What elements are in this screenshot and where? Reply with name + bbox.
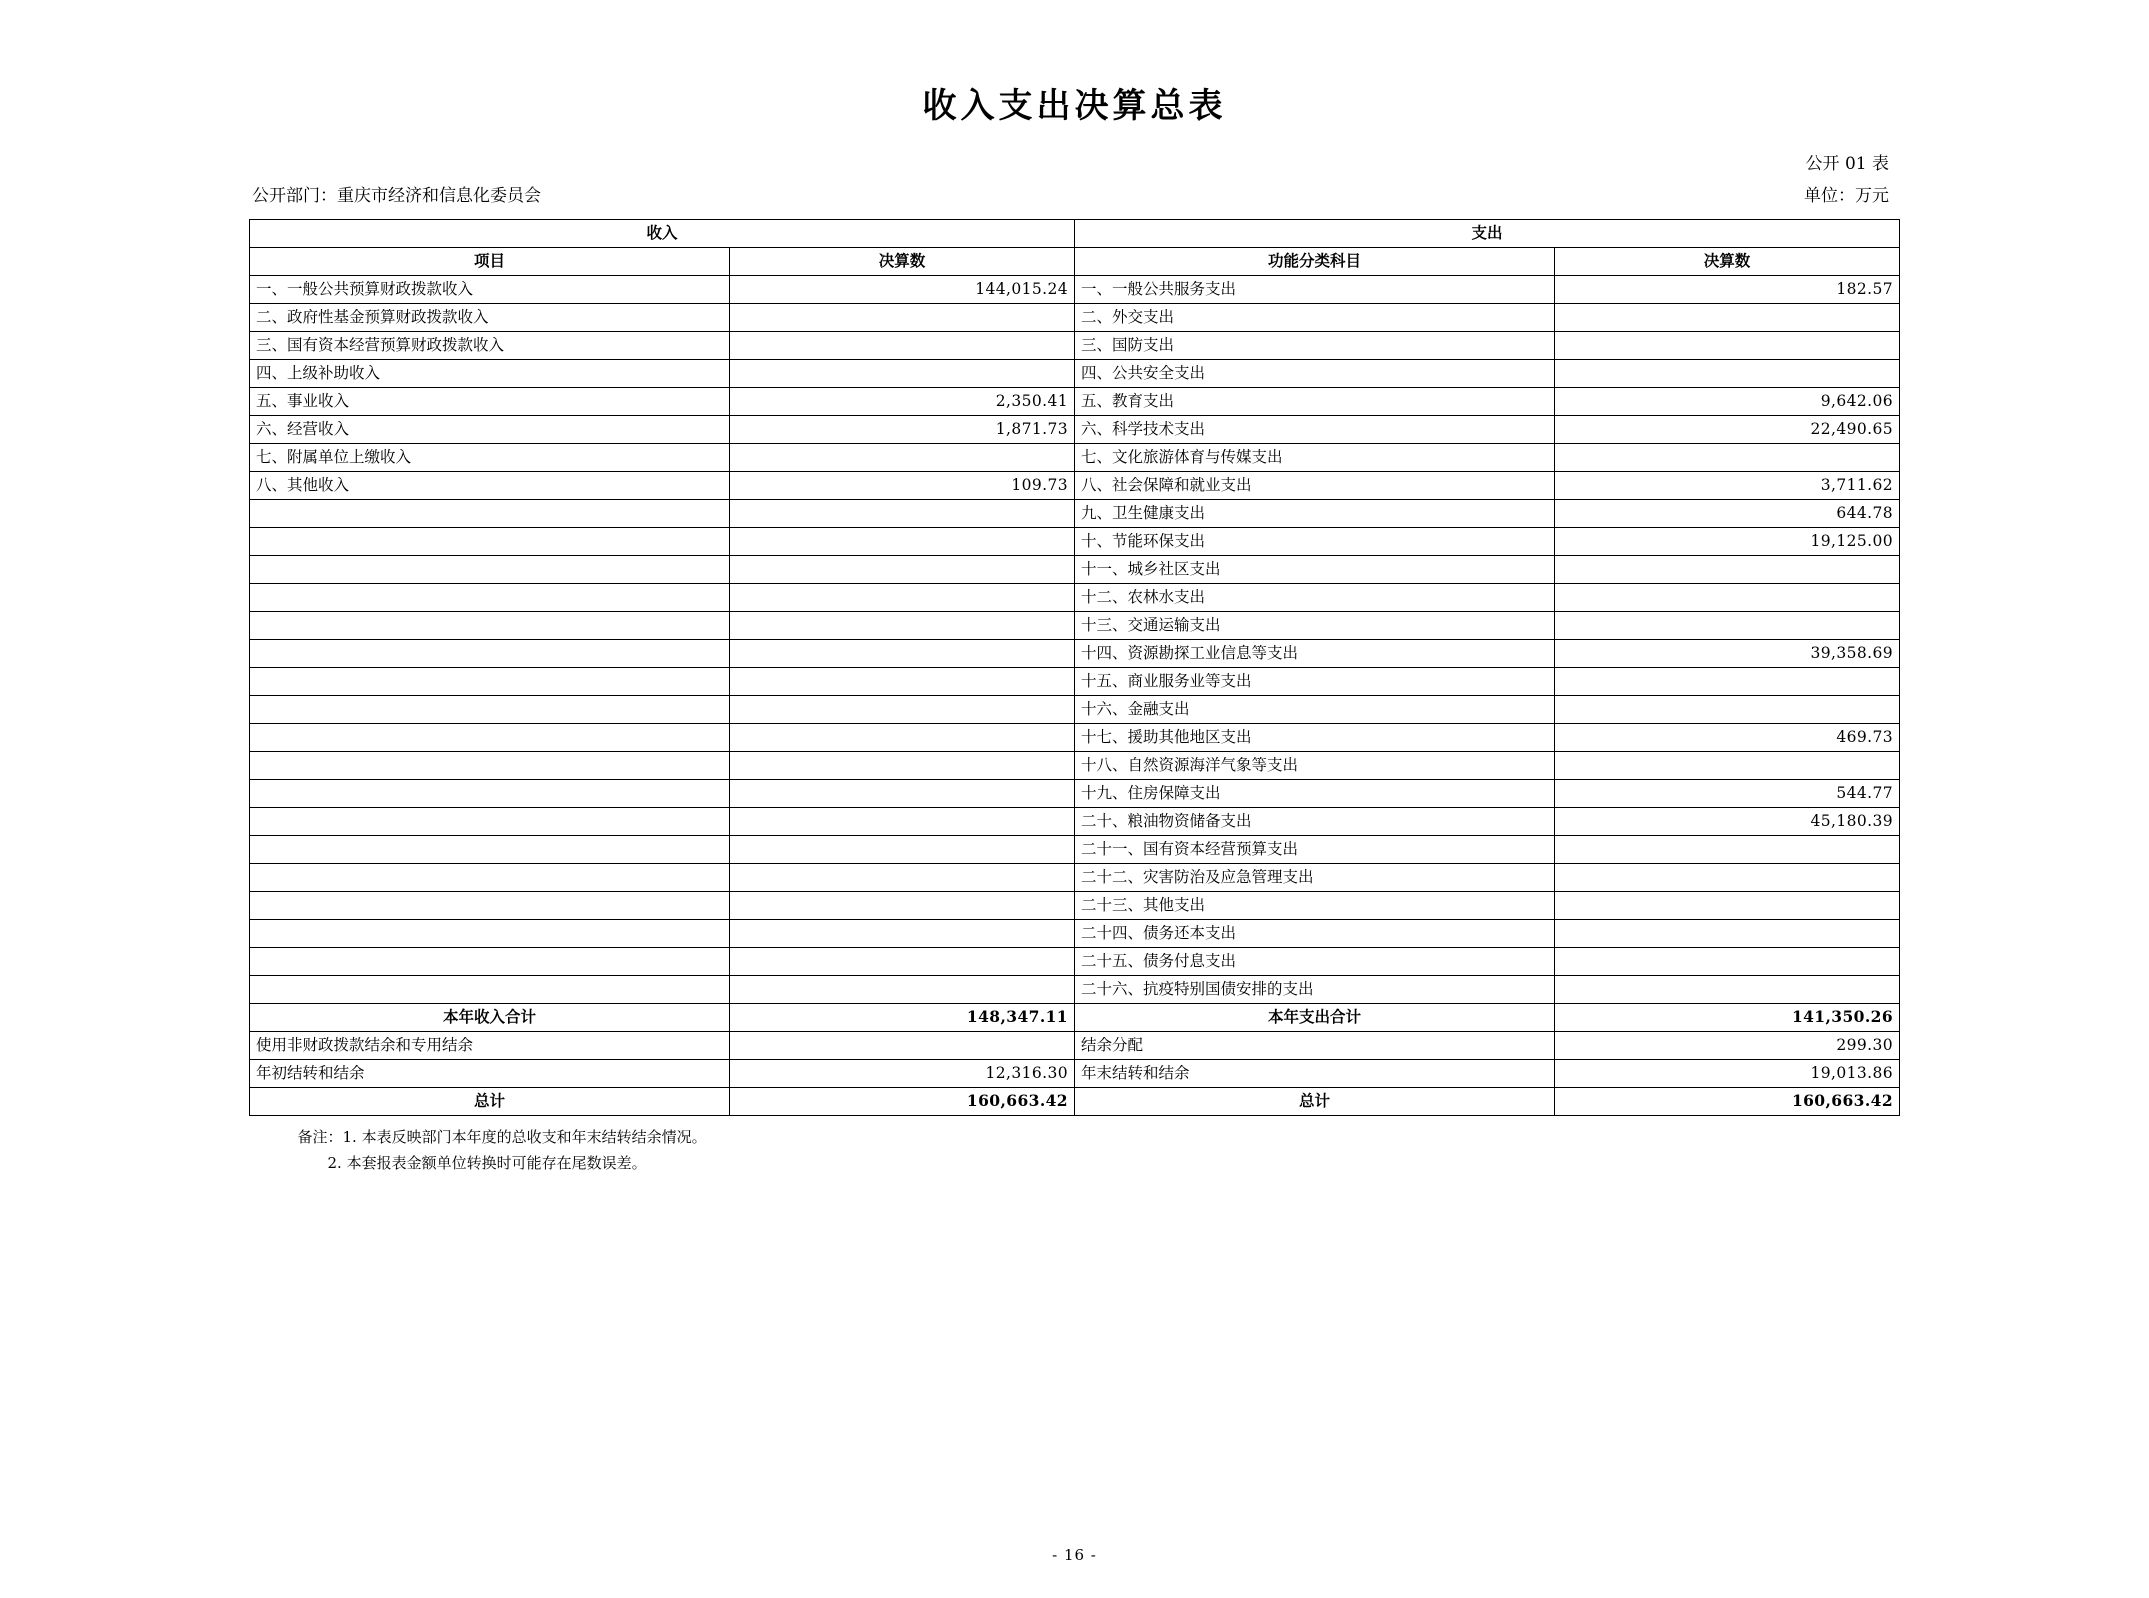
cell-expend-item: 十一、城乡社区支出 — [1075, 556, 1555, 584]
cell-expend-item: 十六、金融支出 — [1075, 696, 1555, 724]
cell-expend-value — [1555, 584, 1900, 612]
cell-expend-item: 二十、粮油物资储备支出 — [1075, 808, 1555, 836]
cell-income-item — [249, 752, 729, 780]
cell-expend-item: 二十四、债务还本支出 — [1075, 920, 1555, 948]
notes-block — [250, 1125, 1900, 1176]
cell-income-value — [729, 948, 1074, 976]
cell-income-value — [729, 528, 1074, 556]
cell-income-item — [249, 556, 729, 584]
cell-income-value — [729, 864, 1074, 892]
group-header-expenditure: 支出 — [1075, 220, 1900, 248]
cell-expend-value — [1555, 444, 1900, 472]
table-row — [249, 332, 1899, 360]
cell-expend-item: 十四、资源勘探工业信息等支出 — [1075, 640, 1555, 668]
column-header-income-item: 项目 — [249, 248, 729, 276]
cell-expend-value: 544.77 — [1555, 780, 1900, 808]
cell-income-item — [249, 612, 729, 640]
table-summary-row — [249, 1032, 1899, 1060]
table-row — [249, 584, 1899, 612]
cell-income-value: 160,663.42 — [729, 1088, 1074, 1116]
cell-income-value: 1,871.73 — [729, 416, 1074, 444]
table-row — [249, 276, 1899, 304]
cell-expend-item: 结余分配 — [1075, 1032, 1555, 1060]
page-number: - 16 - — [1052, 1546, 1097, 1564]
cell-expend-value: 22,490.65 — [1555, 416, 1900, 444]
cell-expend-item: 十五、商业服务业等支出 — [1075, 668, 1555, 696]
cell-income-item — [249, 780, 729, 808]
cell-income-value — [729, 836, 1074, 864]
group-header-income: 收入 — [249, 220, 1074, 248]
cell-income-value — [729, 752, 1074, 780]
table-row — [249, 808, 1899, 836]
cell-income-item — [249, 584, 729, 612]
table-row — [249, 444, 1899, 472]
cell-income-item: 一、一般公共预算财政拨款收入 — [249, 276, 729, 304]
table-row — [249, 752, 1899, 780]
cell-expend-item: 三、国防支出 — [1075, 332, 1555, 360]
cell-expend-value — [1555, 612, 1900, 640]
cell-income-item: 本年收入合计 — [249, 1004, 729, 1032]
cell-expend-item: 总计 — [1075, 1088, 1555, 1116]
cell-expend-value — [1555, 332, 1900, 360]
cell-expend-value — [1555, 976, 1900, 1004]
cell-expend-value: 141,350.26 — [1555, 1004, 1900, 1032]
cell-expend-value: 299.30 — [1555, 1032, 1900, 1060]
cell-expend-item: 十二、农林水支出 — [1075, 584, 1555, 612]
table-row — [249, 724, 1899, 752]
cell-income-value — [729, 696, 1074, 724]
cell-expend-value: 19,125.00 — [1555, 528, 1900, 556]
unit-label: 单位：万元 — [1804, 186, 1889, 206]
cell-expend-value: 469.73 — [1555, 724, 1900, 752]
cell-expend-value: 160,663.42 — [1555, 1088, 1900, 1116]
cell-income-item — [249, 724, 729, 752]
table-column-header-row — [249, 248, 1899, 276]
cell-expend-item: 二、外交支出 — [1075, 304, 1555, 332]
cell-income-item: 年初结转和结余 — [249, 1060, 729, 1088]
table-row — [249, 528, 1899, 556]
cell-expend-item: 七、文化旅游体育与传媒支出 — [1075, 444, 1555, 472]
cell-expend-value: 182.57 — [1555, 276, 1900, 304]
form-number-row — [0, 149, 2149, 175]
table-summary-row — [249, 1004, 1899, 1032]
column-header-expend-value: 决算数 — [1555, 248, 1900, 276]
cell-income-value — [729, 332, 1074, 360]
table-row — [249, 416, 1899, 444]
budget-table — [249, 219, 1900, 1116]
cell-expend-item: 四、公共安全支出 — [1075, 360, 1555, 388]
cell-income-value: 148,347.11 — [729, 1004, 1074, 1032]
cell-income-item — [249, 696, 729, 724]
cell-income-value — [729, 640, 1074, 668]
cell-expend-item: 一、一般公共服务支出 — [1075, 276, 1555, 304]
table-row — [249, 668, 1899, 696]
cell-income-item — [249, 668, 729, 696]
note-2: 2. 本套报表金额单位转换时可能存在尾数误差。 — [327, 1153, 647, 1172]
cell-income-item — [249, 528, 729, 556]
cell-income-value — [729, 920, 1074, 948]
cell-income-value — [729, 1032, 1074, 1060]
table-row — [249, 976, 1899, 1004]
cell-expend-value — [1555, 752, 1900, 780]
cell-expend-item: 二十二、灾害防治及应急管理支出 — [1075, 864, 1555, 892]
table-row — [249, 640, 1899, 668]
document-page — [0, 78, 2149, 1598]
note-1: 备注：1. 本表反映部门本年度的总收支和年末结转结余情况。 — [297, 1128, 707, 1146]
table-row — [249, 920, 1899, 948]
form-number: 公开 01 表 — [1805, 154, 1889, 174]
cell-income-value: 109.73 — [729, 472, 1074, 500]
cell-income-value — [729, 556, 1074, 584]
department-row — [0, 181, 2149, 209]
cell-income-value — [729, 668, 1074, 696]
cell-income-value — [729, 304, 1074, 332]
cell-expend-value — [1555, 360, 1900, 388]
cell-income-value — [729, 612, 1074, 640]
cell-income-item: 四、上级补助收入 — [249, 360, 729, 388]
cell-expend-value: 9,642.06 — [1555, 388, 1900, 416]
cell-income-item — [249, 836, 729, 864]
cell-income-item: 七、附属单位上缴收入 — [249, 444, 729, 472]
department-label: 公开部门：重庆市经济和信息化委员会 — [252, 186, 541, 206]
cell-expend-item: 十、节能环保支出 — [1075, 528, 1555, 556]
cell-income-item — [249, 864, 729, 892]
cell-expend-item: 二十三、其他支出 — [1075, 892, 1555, 920]
table-row — [249, 948, 1899, 976]
column-header-expend-item: 功能分类科目 — [1075, 248, 1555, 276]
cell-expend-item: 二十一、国有资本经营预算支出 — [1075, 836, 1555, 864]
cell-expend-value: 39,358.69 — [1555, 640, 1900, 668]
cell-income-value — [729, 780, 1074, 808]
table-row — [249, 500, 1899, 528]
cell-income-value — [729, 892, 1074, 920]
cell-expend-value: 19,013.86 — [1555, 1060, 1900, 1088]
cell-income-item: 八、其他收入 — [249, 472, 729, 500]
cell-income-value — [729, 808, 1074, 836]
cell-income-value — [729, 360, 1074, 388]
cell-income-value: 12,316.30 — [729, 1060, 1074, 1088]
cell-expend-item: 六、科学技术支出 — [1075, 416, 1555, 444]
cell-expend-item: 二十六、抗疫特别国债安排的支出 — [1075, 976, 1555, 1004]
cell-expend-value — [1555, 668, 1900, 696]
cell-expend-value: 3,711.62 — [1555, 472, 1900, 500]
cell-expend-item: 五、教育支出 — [1075, 388, 1555, 416]
cell-expend-item: 本年支出合计 — [1075, 1004, 1555, 1032]
cell-income-item: 五、事业收入 — [249, 388, 729, 416]
cell-expend-item: 十九、住房保障支出 — [1075, 780, 1555, 808]
cell-income-value: 2,350.41 — [729, 388, 1074, 416]
table-row — [249, 304, 1899, 332]
table-row — [249, 696, 1899, 724]
cell-expend-value — [1555, 696, 1900, 724]
cell-expend-item: 二十五、债务付息支出 — [1075, 948, 1555, 976]
cell-income-item: 三、国有资本经营预算财政拨款收入 — [249, 332, 729, 360]
cell-income-item: 六、经营收入 — [249, 416, 729, 444]
cell-income-item — [249, 892, 729, 920]
cell-income-item — [249, 976, 729, 1004]
cell-income-item — [249, 640, 729, 668]
cell-expend-value — [1555, 948, 1900, 976]
table-row — [249, 780, 1899, 808]
cell-income-item: 总计 — [249, 1088, 729, 1116]
table-summary-row — [249, 1060, 1899, 1088]
cell-income-value — [729, 724, 1074, 752]
cell-income-value — [729, 444, 1074, 472]
cell-expend-item: 九、卫生健康支出 — [1075, 500, 1555, 528]
cell-expend-item: 十三、交通运输支出 — [1075, 612, 1555, 640]
cell-expend-item: 十七、援助其他地区支出 — [1075, 724, 1555, 752]
cell-income-value — [729, 976, 1074, 1004]
table-row — [249, 472, 1899, 500]
cell-expend-item: 十八、自然资源海洋气象等支出 — [1075, 752, 1555, 780]
cell-expend-value — [1555, 892, 1900, 920]
table-summary-row — [249, 1088, 1899, 1116]
table-row — [249, 360, 1899, 388]
cell-income-item: 二、政府性基金预算财政拨款收入 — [249, 304, 729, 332]
cell-expend-value — [1555, 920, 1900, 948]
table-row — [249, 612, 1899, 640]
table-row — [249, 556, 1899, 584]
cell-expend-value — [1555, 556, 1900, 584]
cell-expend-item: 八、社会保障和就业支出 — [1075, 472, 1555, 500]
cell-income-value: 144,015.24 — [729, 276, 1074, 304]
cell-expend-value — [1555, 304, 1900, 332]
cell-income-item: 使用非财政拨款结余和专用结余 — [249, 1032, 729, 1060]
column-header-income-value: 决算数 — [729, 248, 1074, 276]
cell-expend-value: 45,180.39 — [1555, 808, 1900, 836]
cell-income-item — [249, 500, 729, 528]
table-row — [249, 864, 1899, 892]
cell-expend-value — [1555, 836, 1900, 864]
table-group-header-row — [249, 220, 1899, 248]
cell-expend-value — [1555, 864, 1900, 892]
cell-income-value — [729, 500, 1074, 528]
cell-expend-value: 644.78 — [1555, 500, 1900, 528]
cell-income-item — [249, 948, 729, 976]
cell-income-value — [729, 584, 1074, 612]
cell-income-item — [249, 920, 729, 948]
table-row — [249, 892, 1899, 920]
page-title: 收入支出决算总表 — [922, 86, 1227, 126]
cell-income-item — [249, 808, 729, 836]
cell-expend-item: 年末结转和结余 — [1075, 1060, 1555, 1088]
table-row — [249, 836, 1899, 864]
table-row — [249, 388, 1899, 416]
